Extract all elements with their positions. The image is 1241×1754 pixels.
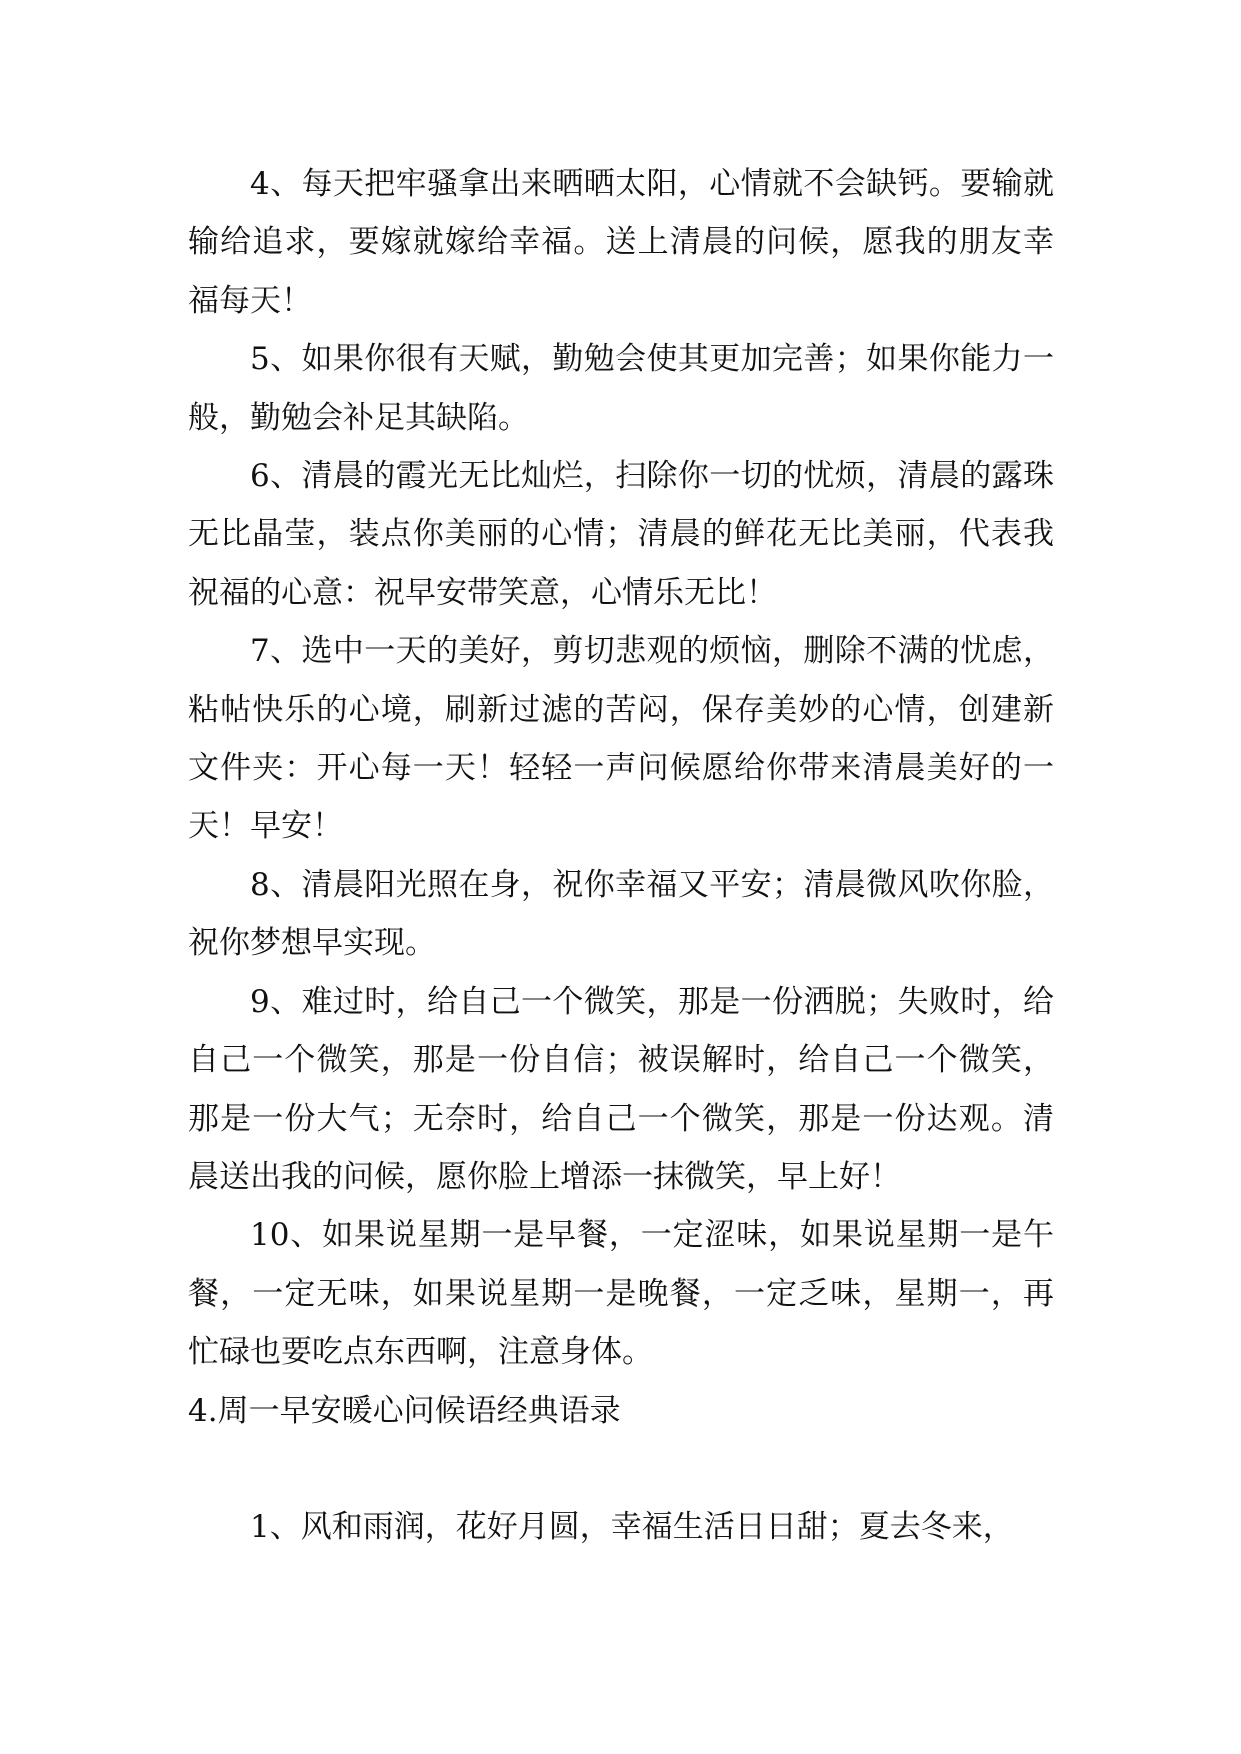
paragraph-item-4: 4、每天把牢骚拿出来晒晒太阳，心情就不会缺钙。要输就输给追求，要嫁就嫁给幸福。送上清晨的问候，愿我的朋友幸福每天！ [188, 166, 1054, 319]
paragraph-item-1: 1、风和雨润，花好月圆，幸福生活日日甜；夏去冬来， [250, 1509, 1014, 1546]
section-heading: 4.周一早安暖心问候语经典语录 [188, 1392, 621, 1429]
paragraph-item-7: 7、选中一天的美好，剪切悲观的烦恼，删除不满的忧虑，粘帖快乐的心境，刷新过滤的苦闷，保存美妙的心情，创建新文件夹：开心每一天！轻轻一声问候愿给你带来清晨美好的一天！早安！ [188, 633, 1054, 845]
blank-line [188, 1440, 1054, 1498]
paragraph-item-10: 10、如果说星期一是早餐，一定涩味，如果说星期一是午餐，一定无味，如果说星期一是晚餐，一定乏味，星期一，再忙碌也要吃点东西啊，注意身体。 [188, 1217, 1054, 1371]
paragraph-item-5: 5、如果你很有天赋，勤勉会使其更加完善；如果你能力一般，勤勉会补足其缺陷。 [188, 341, 1054, 436]
document-body [188, 155, 1054, 1557]
paragraph-item-6: 6、清晨的霞光无比灿烂，扫除你一切的忧烦，清晨的露珠无比晶莹，装点你美丽的心情；清晨的鲜花无比美丽，代表我祝福的心意：祝早安带笑意，心情乐无比！ [188, 458, 1054, 611]
paragraph-item-8: 8、清晨阳光照在身，祝你幸福又平安；清晨微风吹你脸，祝你梦想早实现。 [188, 866, 1054, 962]
paragraph-item-9: 9、难过时，给自己一个微笑，那是一份洒脱；失败时，给自己一个微笑，那是一份自信；被误解时，给自己一个微笑，那是一份大气；无奈时，给自己一个微笑，那是一份达观。清晨送出我的问候，愿你脸上增添一抹微笑，早上好！ [188, 983, 1054, 1195]
